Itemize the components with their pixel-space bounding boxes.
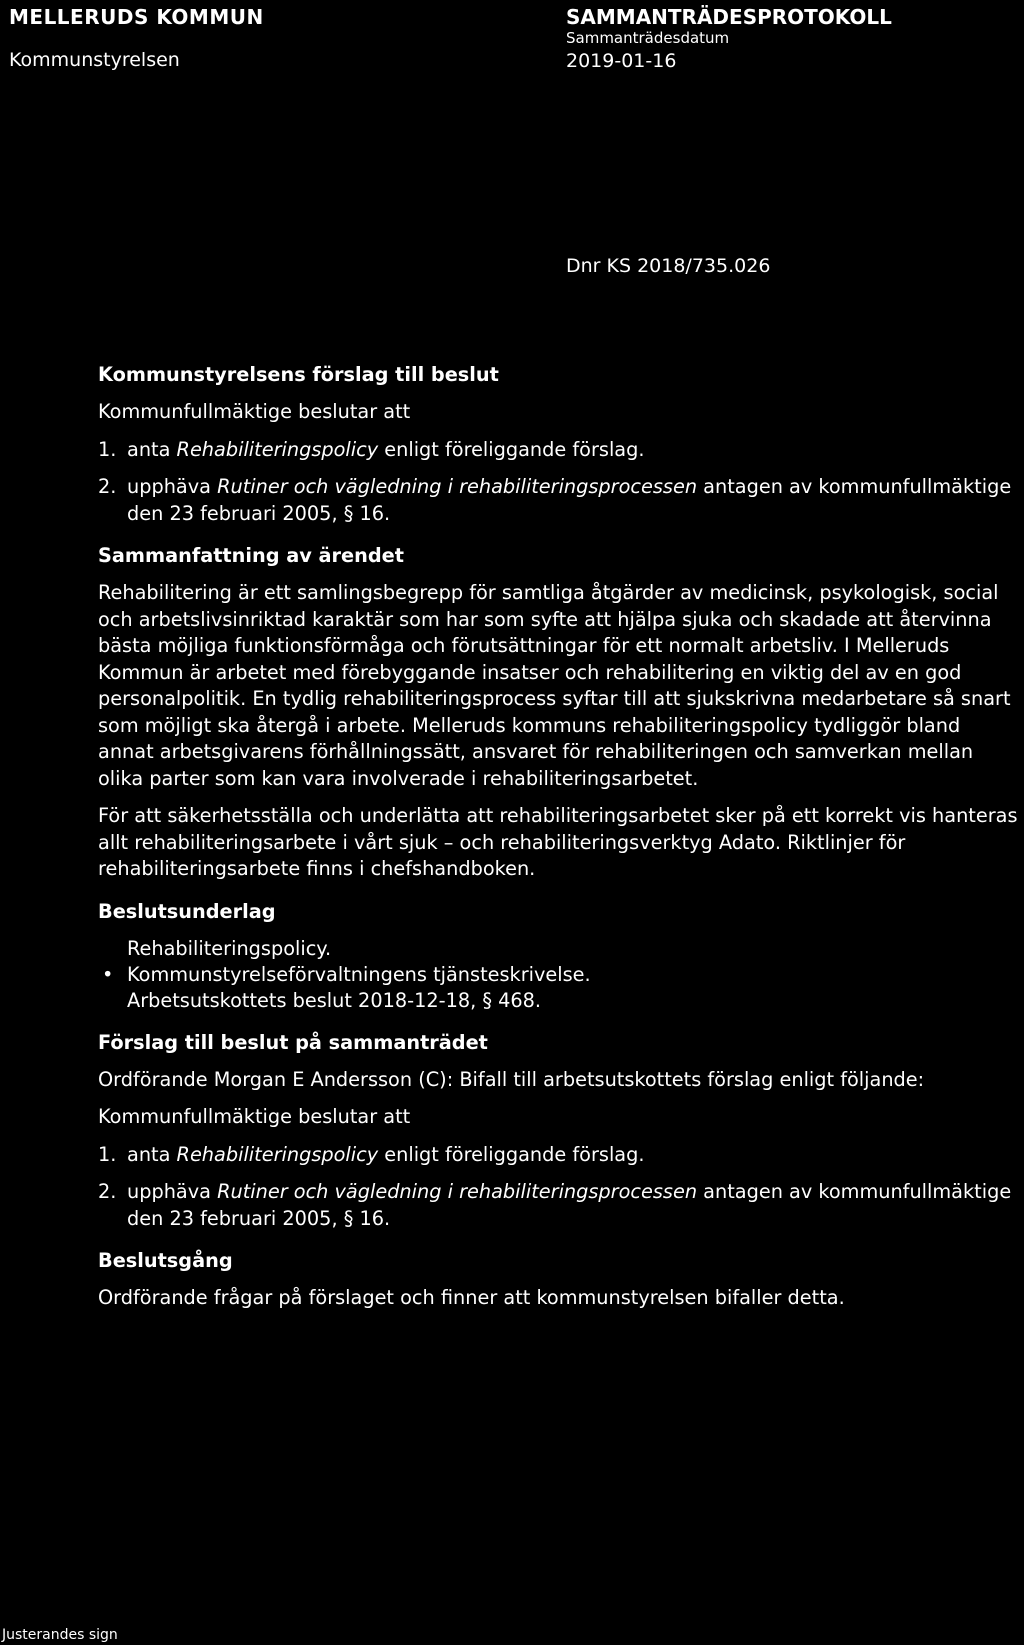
meeting-proposal-list: [98, 1142, 1020, 1233]
list-number: 2.: [98, 1180, 117, 1203]
proposal-section: [98, 362, 1020, 527]
list-item: [98, 437, 1020, 464]
item-text: enligt föreliggande förslag.: [378, 1142, 645, 1166]
summary-paragraph: Rehabilitering är ett samlingsbegrepp för samtliga åtgärder av medicinsk, psykologisk, social och arbetslivsinriktad karaktär som har som syfte att hjälpa sjuka och skadade att återvinna bästa möjliga funktionsförmåga och förutsättningar för ett normalt arbetsliv. I Melleruds Kommun är arbetet med förebyggande insatser och rehabilitering en viktig del av en god personalpolitik. En tydlig rehabiliteringsprocess syftar till att sjukskrivna medarbetare så snart som möjligt ska återgå i arbete. Melleruds kommuns rehabiliteringspolicy tydliggör bland annat arbetsgivarens förhållningssätt, ansvaret för rehabiliteringen och samverkan mellan olika parter som kan vara involverade i rehabiliteringsarbetet.: [98, 581, 1011, 790]
decision-process-section: [98, 1248, 1020, 1312]
meeting-proposal-text: Ordförande Morgan E Andersson (C): Bifall till arbetsutskottets förslag enligt följande:: [98, 1067, 925, 1091]
organization-name: MELLERUDS KOMMUN: [9, 5, 264, 29]
list-number: 1.: [98, 1142, 117, 1166]
document-title: Rutiner och vägledning i rehabiliteringsprocessen: [217, 1180, 698, 1203]
proposal-list: [98, 437, 1020, 528]
document-title: Rutiner och vägledning i rehabiliteringsprocessen: [217, 475, 698, 498]
proposal-heading: Kommunstyrelsens förslag till beslut: [98, 363, 499, 386]
proposal-intro: Kommunfullmäktige beslutar att: [98, 400, 411, 423]
meeting-date-label: Sammanträdesdatum: [566, 29, 730, 47]
item-text: antagen av kommunfullmäktige den 23 februari 2005, § 16.: [127, 1180, 1012, 1230]
item-text: upphäva: [127, 475, 218, 498]
list-item: Arbetsutskottets beslut 2018-12-18, § 468.: [127, 988, 542, 1012]
decision-process-text: Ordförande frågar på förslaget och finner att kommunstyrelsen bifaller detta.: [98, 1286, 845, 1309]
summary-heading: Sammanfattning av ärendet: [98, 544, 404, 567]
basis-heading: Beslutsunderlag: [98, 899, 276, 923]
list-number: 1.: [98, 437, 117, 461]
document-title: Rehabiliteringspolicy: [176, 1142, 379, 1166]
department-name: Kommunstyrelsen: [9, 49, 180, 71]
case-number: Dnr KS 2018/735.026: [566, 255, 771, 277]
meeting-date: 2019-01-16: [566, 50, 677, 72]
list-item: [98, 474, 1020, 527]
list-item: • Kommunstyrelseförvaltningens tjänsteskrivelse.: [98, 962, 1020, 988]
basis-section: [98, 899, 1020, 1014]
list-number: 2.: [98, 475, 117, 498]
protocol-body: [98, 362, 1020, 1323]
meeting-proposal-heading: Förslag till beslut på sammanträdet: [98, 1030, 488, 1054]
meeting-proposal-intro: Kommunfullmäktige beslutar att: [98, 1105, 411, 1128]
item-text: enligt föreliggande förslag.: [378, 437, 645, 461]
summary-section: [98, 543, 1020, 883]
document-type: SAMMANTRÄDESPROTOKOLL: [566, 5, 892, 29]
list-item: [98, 1179, 1020, 1232]
meeting-proposal-section: [98, 1030, 1020, 1233]
basis-list: [98, 936, 1020, 1014]
list-item: [98, 1142, 1020, 1169]
list-item: Rehabiliteringspolicy.: [127, 936, 332, 960]
document-title: Rehabiliteringspolicy: [176, 437, 379, 461]
signature-label: Justerandes sign: [2, 1627, 118, 1643]
item-text: anta: [127, 1142, 177, 1166]
item-text: antagen av kommunfullmäktige den 23 februari 2005, § 16.: [127, 475, 1012, 525]
item-text: upphäva: [127, 1180, 218, 1203]
summary-paragraph: För att säkerhetsställa och underlätta att rehabiliteringsarbetet sker på ett korrekt vis hanteras allt rehabiliteringsarbete i vårt sjuk – och rehabiliteringsverktyg Adato. Riktlinjer för rehabiliteringsarbete finns i chefshandboken.: [98, 804, 1018, 880]
decision-process-heading: Beslutsgång: [98, 1249, 233, 1272]
item-text: anta: [127, 437, 177, 461]
